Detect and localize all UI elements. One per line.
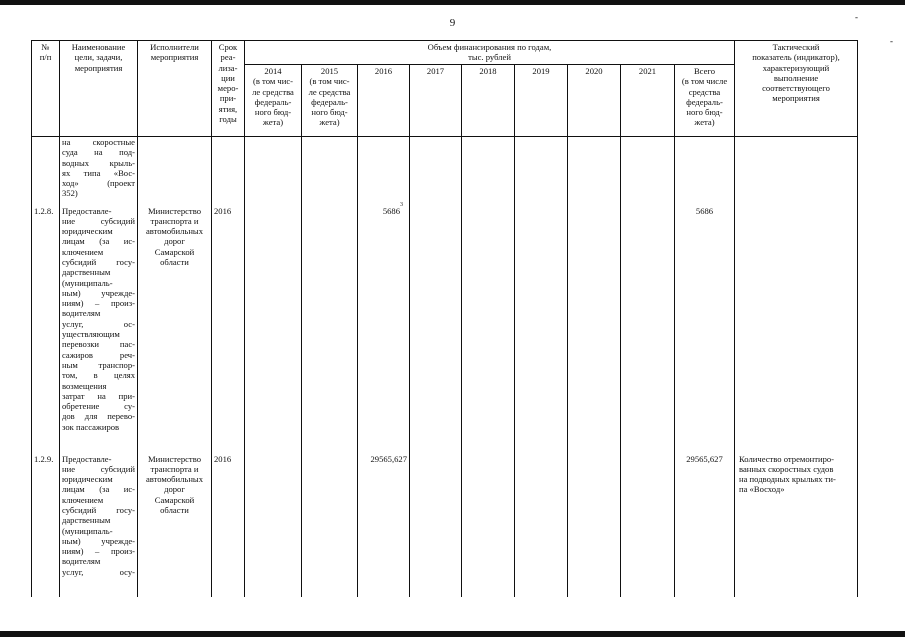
row-indicator <box>735 206 858 454</box>
header-2016: 2016 <box>358 65 410 137</box>
program-activities-table <box>31 40 858 597</box>
row-executor: Министерство транспорта и автомобильных дорог Самарской области <box>138 206 212 454</box>
header-2015: 2015 (в том чис- ле средства федераль- ного бюд- жета) <box>302 65 358 137</box>
row-name: Предоставле- ние субсидий юридическим лицам (за ис- ключением субсидий госу- дарственным (муниципаль- ным) учрежде- ниям) – произ- водителям услуг, ос- уществляющим перевозки пас- сажиров реч- ным транспор- том, в целях возмещения затрат на при- обретение су- дов для перево- зок пассажиров <box>60 206 138 454</box>
top-rule <box>0 0 905 5</box>
row-indicator: Количество отремонтиро- ванных скоростных судов на подводных крыльях ти- па «Восход» <box>735 454 858 597</box>
row-term: 2016 <box>212 206 245 454</box>
header-total: Всего (в том числе средства федераль- ного бюд- жета) <box>675 65 735 137</box>
header-2020: 2020 <box>568 65 621 137</box>
header-term: Срок реа- лиза- ции меро- при- ятия, годы <box>212 41 245 137</box>
header-executors: Исполнители мероприятия <box>138 41 212 137</box>
row-2016: 29565,627 <box>358 454 410 597</box>
corner-mark: - <box>890 36 893 46</box>
row-indicator <box>735 137 858 206</box>
row-num: 1.2.9. <box>32 454 60 597</box>
row-name: на скоростные суда на под- водных крыль- ях типа «Вос- ход» (проект 352) <box>60 137 138 206</box>
corner-mark: - <box>855 12 858 22</box>
footnote-ref: 3 <box>400 201 403 208</box>
table-row <box>32 206 858 454</box>
header-2014: 2014 (в том чис- ле средства федераль- ного бюд- жета) <box>245 65 302 137</box>
row-executor: Министерство транспорта и автомобильных дорог Самарской области <box>138 454 212 597</box>
row-name: Предоставле- ние субсидий юридическим лицам (за ис- ключением субсидий госу- дарственным (муниципаль- ным) учрежде- ниям) – произ- водителям услуг, осу- <box>60 454 138 597</box>
row-num: 1.2.8. <box>32 206 60 454</box>
row-total: 29565,627 <box>675 454 735 597</box>
bottom-rule <box>0 631 905 637</box>
row-2016 <box>358 137 410 206</box>
table-row <box>32 454 858 597</box>
row-term <box>212 137 245 206</box>
row-total: 5686 <box>675 206 735 454</box>
page-number: 9 <box>449 17 456 29</box>
header-funding-group: Объем финансирования по годам, тыс. рублей <box>245 41 735 65</box>
header-num: № п/п <box>32 41 60 137</box>
row-total <box>675 137 735 206</box>
header-indicator: Тактический показатель (индикатор), характеризующий выполнение соответствующего мероприятия <box>735 41 858 137</box>
header-2019: 2019 <box>515 65 568 137</box>
row-2016: 5686$^3$ <box>358 206 410 454</box>
header-2018: 2018 <box>462 65 515 137</box>
row-term: 2016 <box>212 454 245 597</box>
table-row <box>32 137 858 206</box>
header-name: Наименование цели, задачи, мероприятия <box>60 41 138 137</box>
header-2021: 2021 <box>621 65 675 137</box>
row-executor <box>138 137 212 206</box>
row-num <box>32 137 60 206</box>
header-2017: 2017 <box>410 65 462 137</box>
